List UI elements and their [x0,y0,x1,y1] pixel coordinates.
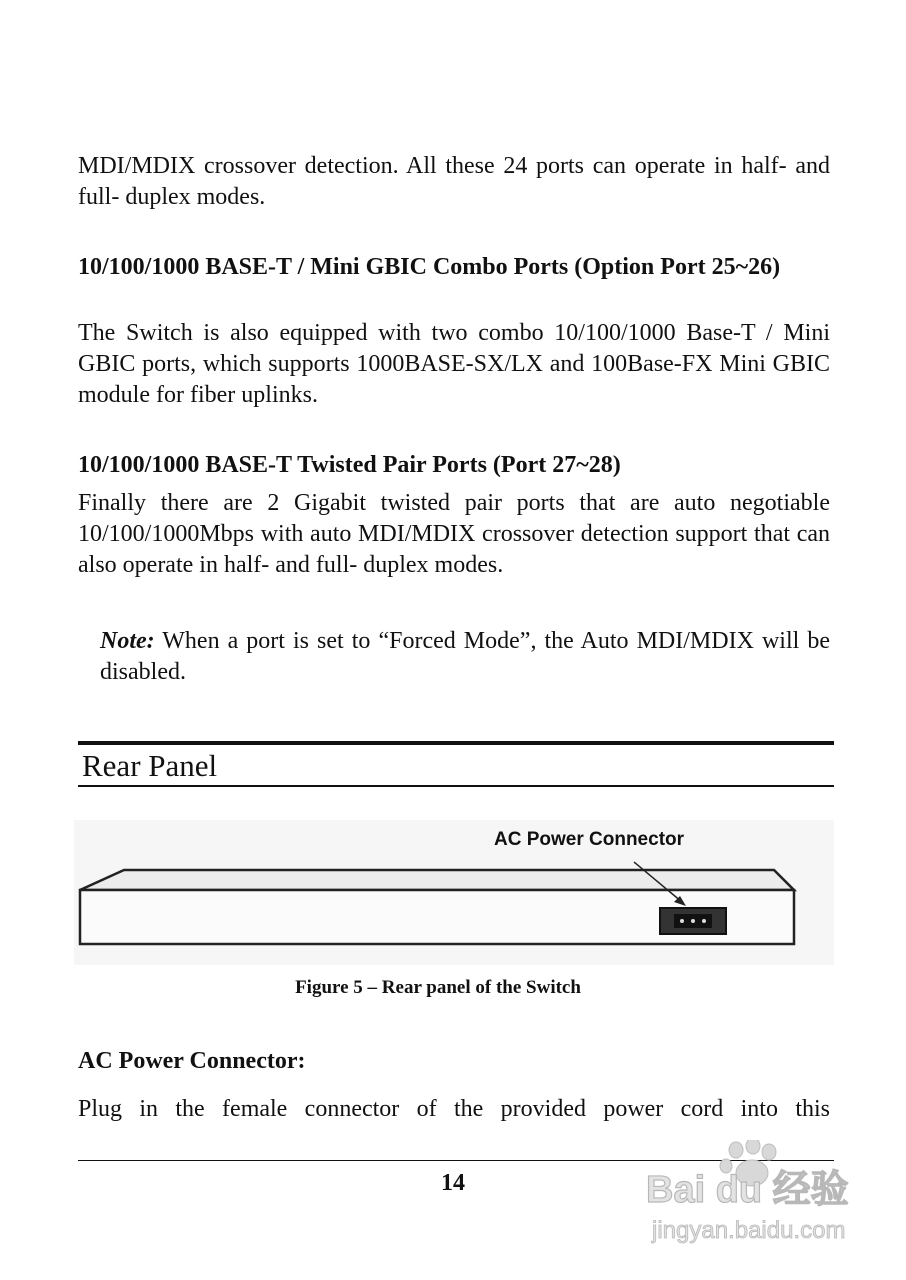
twisted-pair-heading: 10/100/1000 BASE-T Twisted Pair Ports (Port 27~28) [78,452,621,478]
section-bottom-rule [78,785,834,787]
baidu-jingyan-watermark [640,1140,866,1250]
figure-caption [0,976,906,1000]
ac-pin-left [680,919,684,923]
ac-power-paragraph: Plug in the female connector of the provided power cord into this [78,1096,830,1122]
rear-panel-figure [74,820,834,965]
note-label: Note: [100,628,155,654]
switch-top-face [80,870,794,890]
page-number: 14 [441,1170,465,1196]
combo-ports-heading: 10/100/1000 BASE-T / Mini GBIC Combo Ports (Option Port 25~26) [78,254,781,280]
note-text: When a port is set to “Forced Mode”, the Auto MDI/MDIX will be disabled. [100,628,830,685]
section-title: Rear Panel [82,748,218,783]
ac-power-heading: AC Power Connector: [78,1048,306,1074]
figure-connector-label: AC Power Connector [494,829,685,850]
watermark-url: jingyan.baidu.com [652,1217,846,1244]
watermark-brand: Bai du 经验 [646,1169,849,1211]
ac-pin-center [691,919,695,923]
section-top-rule [78,741,834,745]
note-paragraph [100,626,830,688]
combo-ports-paragraph: The Switch is also equipped with two combo 10/100/1000 Base-T / Mini GBIC ports, which supports 1000BASE-SX/LX and 100Base-FX Mini GBIC module for fiber uplinks. [78,320,830,408]
twisted-pair-paragraph: Finally there are 2 Gigabit twisted pair ports that are auto negotiable 10/100/1000Mbps with auto MDI/MDIX crossover detection support that can also operate in half- and full- duplex modes. [78,490,830,578]
figure-caption-text: Figure 5 – Rear panel of the Switch [295,977,581,998]
continuation-paragraph: MDI/MDIX crossover detection. All these 24 ports can operate in half- and full- duplex modes. [78,153,830,210]
ac-pin-right [702,919,706,923]
